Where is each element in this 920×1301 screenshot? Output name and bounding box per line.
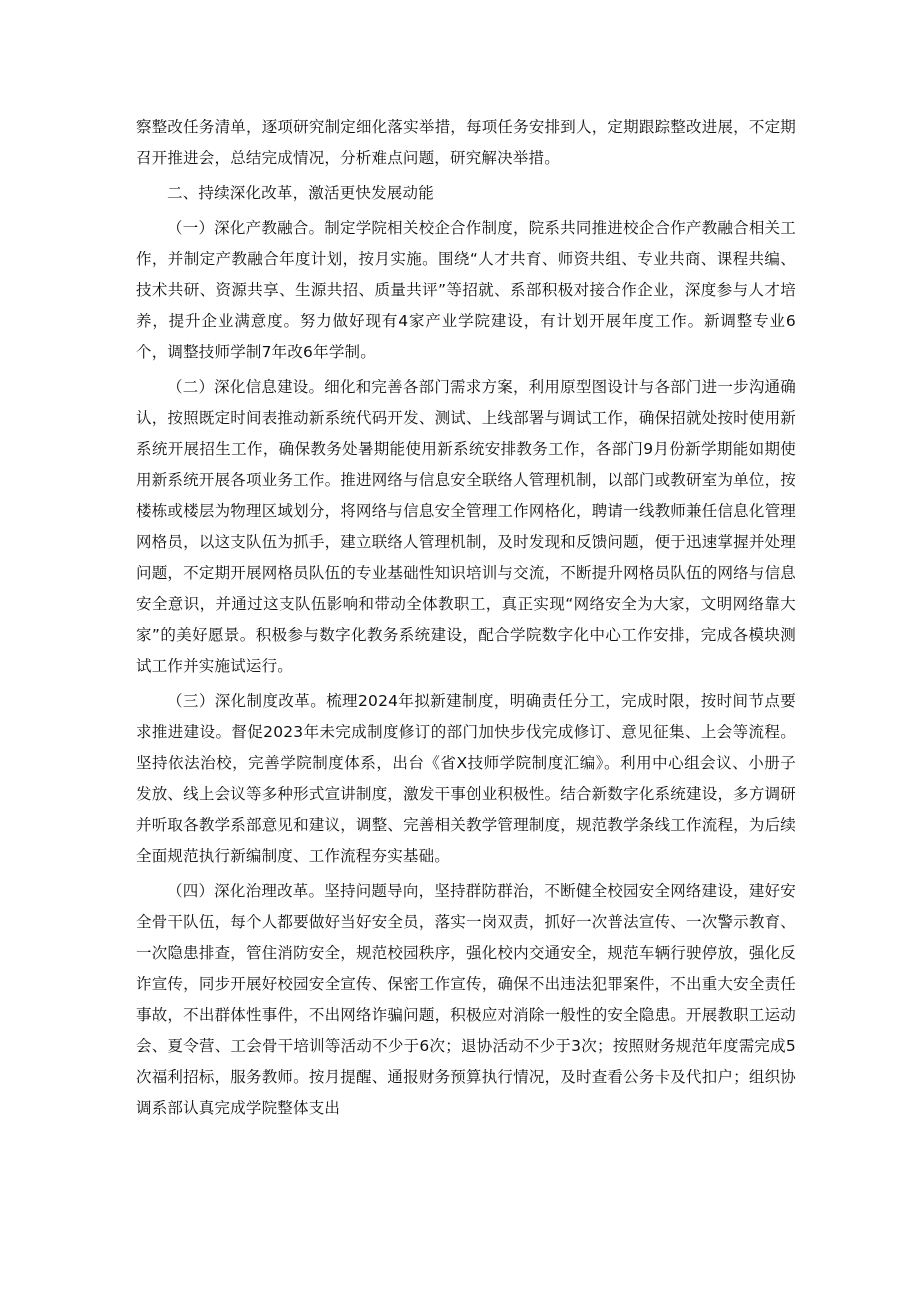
document-body [136, 112, 796, 1128]
section-heading: 二、持续深化改革，激活更快发展动能 [167, 184, 434, 202]
paragraph-information-construction: （二）深化信息建设。细化和完善各部门需求方案，利用原型图设计与各部门进一步沟通确认，按照既定时间表推动新系统代码开发、测试、上线部署与调试工作，确保招就处按时使用新系统开展招生工作，确保教务处暑期能使用新系统安排教务工作，各部门9月份新学期能如期使用新系统开展各项业务工作。推进网络与信息安全联络人管理机制，以部门或教研室为单位，按楼栋或楼层为物理区域划分，将网络与信息安全管理工作网格化，聘请一线教师兼任信息化管理网格员，以这支队伍为抓手，建立联络人管理机制，及时发现和反馈问题，便于迅速掌握并处理问题，不定期开展网格员队伍的专业基础性知识培训与交流，不断提升网格员队伍的网络与信息安全意识，并通过这支队伍影响和带动全体教职工，真正实现“网络安全为大家，文明网络靠大家”的美好愿景。积极参与数字化教务系统建设，配合学院数字化中心工作安排，完成各模块测试工作并实施试运行。 [136, 378, 796, 675]
paragraph-continuation: 察整改任务清单，逐项研究制定细化落实举措，每项任务安排到人，定期跟踪整改进展，不定期召开推进会，总结完成情况，分析难点问题，研究解决举措。 [136, 118, 796, 167]
paragraph-system-reform: （三）深化制度改革。梳理2024年拟新建制度，明确责任分工，完成时限，按时间节点要求推进建设。督促2023年未完成制度修订的部门加快步伐完成修订、意见征集、上会等流程。坚持依法治校，完善学院制度体系，出台《省X技师学院制度汇编》。利用中心组会议、小册子发放、线上会议等多种形式宣讲制度，激发干事创业积极性。结合新数字化系统建设，多方调研并听取各教学系部意见和建议，调整、完善相关教学管理制度，规范教学条线工作流程，为后续全面规范执行新编制度、工作流程夯实基础。 [136, 692, 796, 865]
paragraph-governance-reform: （四）深化治理改革。坚持问题导向，坚持群防群治，不断健全校园安全网络建设，建好安全骨干队伍，每个人都要做好当好安全员，落实一岗双责，抓好一次普法宣传、一次警示教育、一次隐患排查，管住消防安全，规范校园秩序，强化校内交通安全，规范车辆行驶停放，强化反诈宣传，同步开展好校园安全宣传、保密工作宣传，确保不出违法犯罪案件，不出重大安全责任事故，不出群体性事件，不出网络诈骗问题，积极应对消除一般性的安全隐患。开展教职工运动会、夏令营、工会骨干培训等活动不少于6次；退协活动不少于3次；按照财务规范年度需完成5次福利招标，服务教师。按月提醒、通报财务预算执行情况，及时查看公务卡及代扣户；组织协调系部认真完成学院整体支出 [136, 882, 796, 1117]
paragraph-industry-education: （一）深化产教融合。制定学院相关校企合作制度，院系共同推进校企合作产教融合相关工作，并制定产教融合年度计划，按月实施。围绕“人才共育、师资共组、专业共商、课程共编、技术共研、资源共享、生源共招、质量共评”等招就、系部积极对接合作企业，深度参与人才培养，提升企业满意度。努力做好现有4家产业学院建设，有计划开展年度工作。新调整专业6个，调整技师学制7年改6年学制。 [136, 219, 796, 361]
